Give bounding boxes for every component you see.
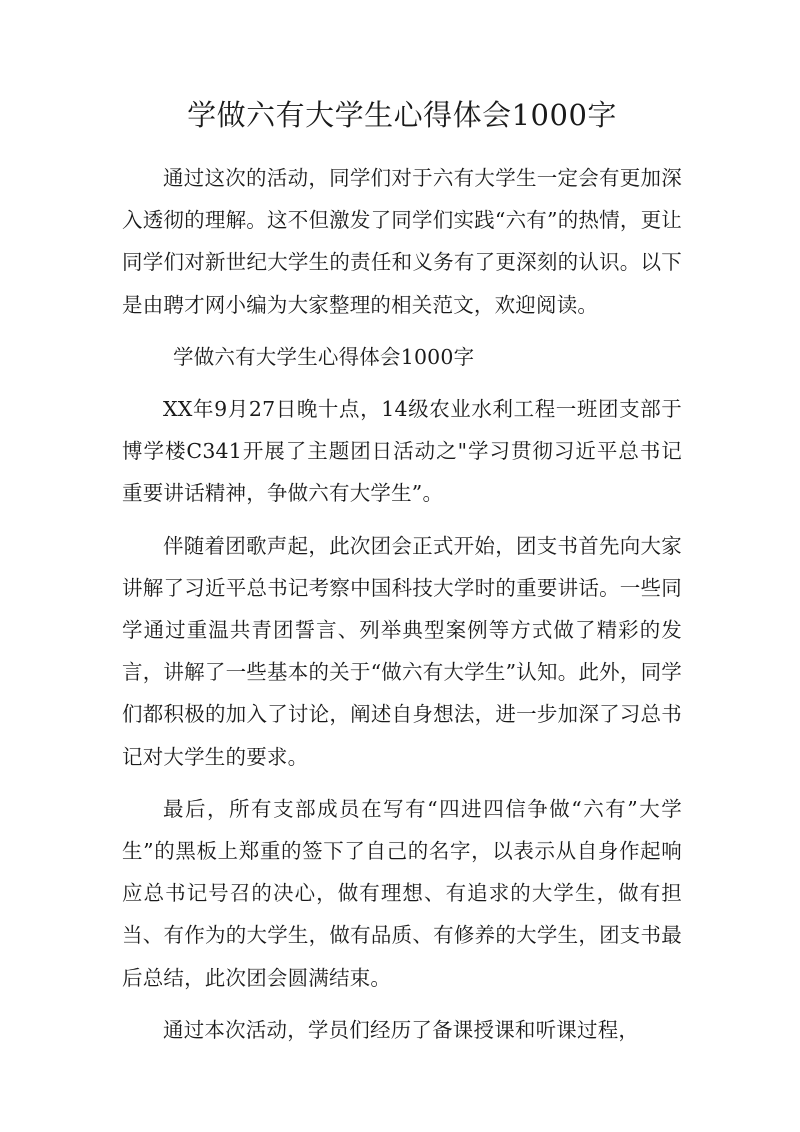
- document-title: 学做六有大学生心得体会1000字: [187, 98, 617, 132]
- closing-paragraph: 通过本次活动，学员们经历了备课授课和听课过程，: [163, 1017, 640, 1042]
- section-subtitle: 学做六有大学生心得体会1000字: [173, 344, 475, 369]
- conclusion-paragraph: 最后，所有支部成员在写有“四进四信争做“六有”大学生”的黑板上郑重的签下了自己的名字，以表示从自身作起响应总书记号召的决心，做有理想、有追求的大学生，做有担当、有作为的大学生，做有品质、有修养的大学生，团支书最后总结，此次团会圆满结束。: [122, 796, 682, 990]
- event-paragraph: XX年9月27日晚十点，14级农业水利工程一班团支部于博学楼C341开展了主题团日活动之"学习贯彻习近平总书记重要讲话精神，争做六有大学生”。: [122, 397, 682, 506]
- intro-paragraph: 通过这次的活动，同学们对于六有大学生一定会有更加深入透彻的理解。这不但激发了同学们实践“六有”的热情，更让同学们对新世纪大学生的责任和义务有了更深刻的认识。以下是由聘才网小编为大家整理的相关范文，欢迎阅读。: [122, 166, 682, 317]
- meeting-paragraph: 伴随着团歌声起，此次团会正式开始，团支书首先向大家讲解了习近平总书记考察中国科技大学时的重要讲话。一些同学通过重温共青团誓言、列举典型案例等方式做了精彩的发言，讲解了一些基本的关于“做六有大学生”认知。此外，同学们都积极的加入了讨论，阐述自身想法，进一步加深了习总书记对大学生的要求。: [122, 533, 682, 769]
